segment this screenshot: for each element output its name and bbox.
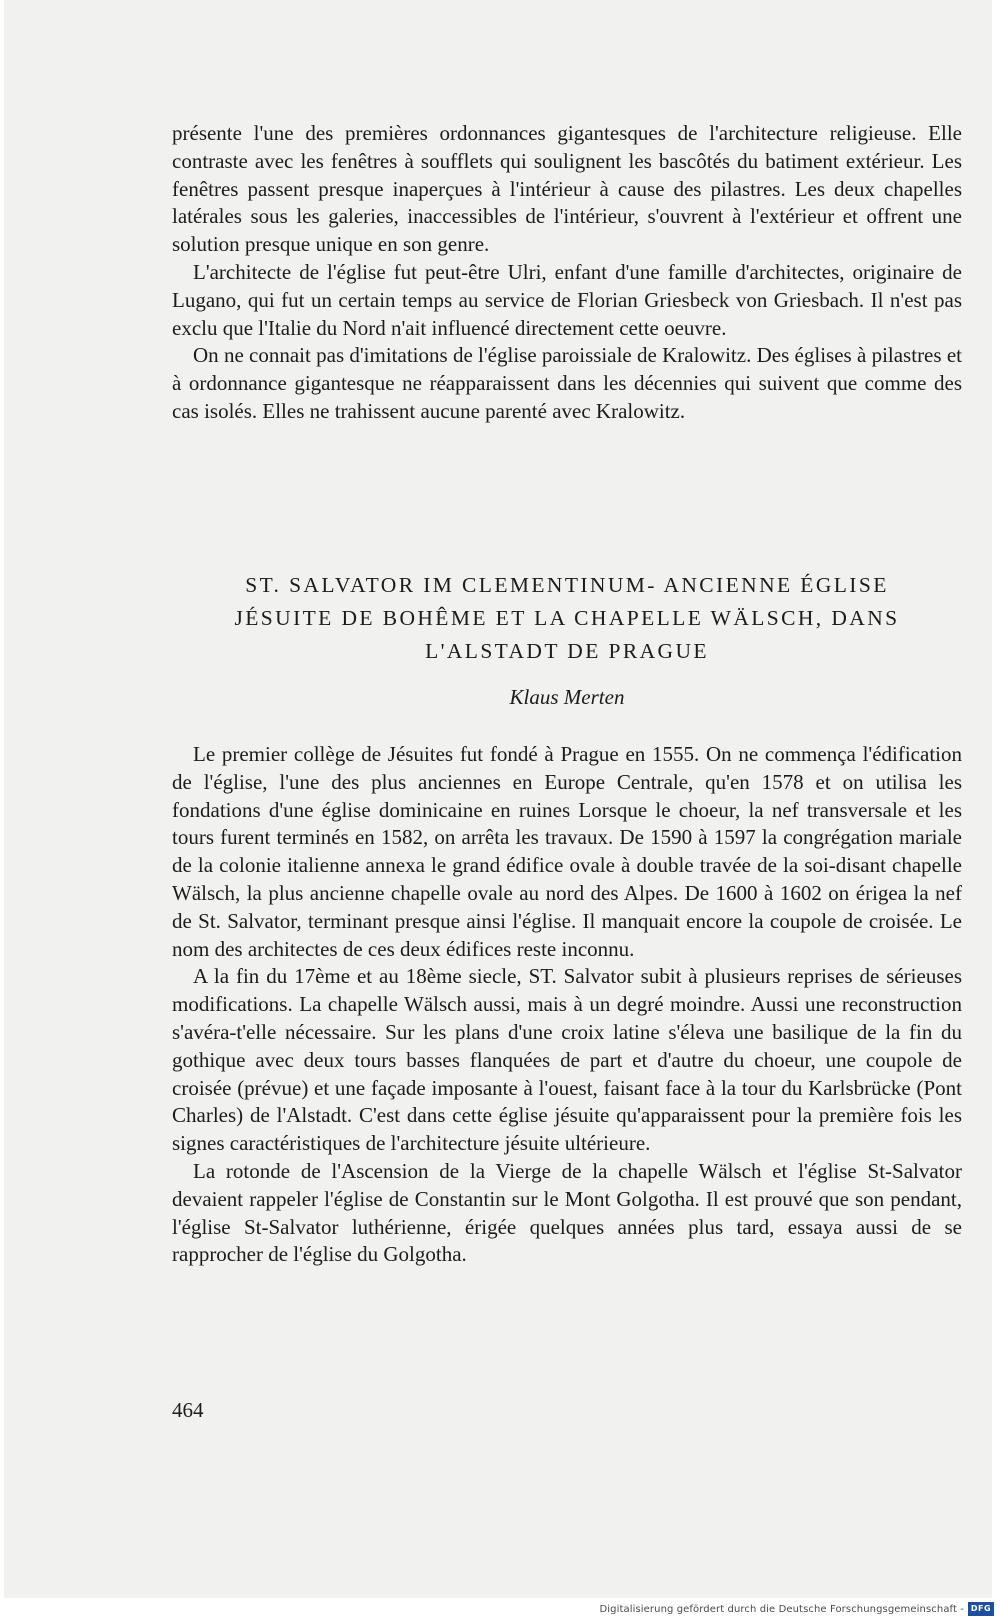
article-body — [172, 741, 962, 1269]
footer-credit-text: Digitalisierung gefördert durch die Deutsche Forschungsgemeinschaft - — [599, 1604, 964, 1615]
paragraph: présente l'une des premières ordonnances gigantesques de l'architecture religieuse. Elle contraste avec les fenêtres à soufflets qui soulignent les bascôtés du batiment extérieur. Les fenêtres passent presque inaperçues à l'intérieur à cause des pilastres. Les deux chapelles latérales sous les galeries, inaccessibles de l'intérieur, s'ouvrent à l'extérieur et offrent une solution presque unique en son genre. — [172, 121, 962, 257]
scanned-page — [4, 0, 992, 1598]
continued-text-block — [172, 120, 962, 426]
paragraph: A la fin du 17ème et au 18ème siecle, ST. Salvator subit à plusieurs reprises de sérieuses modifications. La chapelle Wälsch aussi, mais à un degré moindre. Aussi une reconstruction s'avéra-t'elle nécessaire. Sur les plans d'une croix latine s'éleva une basilique de la fin du gothique avec deux tours basses flanquées de part et d'autre du choeur, une coupole de croisée (prévue) et une façade imposante à l'ouest, faisant face à la tour du Karlsbrücke (Pont Charles) de l'Alstadt. C'est dans cette église jésuite qu'apparaissent pour la première fois les signes caractéristiques de l'architecture jésuite ultérieure. — [172, 964, 962, 1156]
paragraph: La rotonde de l'Ascension de la Vierge de la chapelle Wälsch et l'église St-Salvator devaient rappeler l'église de Constantin sur le Mont Golgotha. Il est prouvé que son pendant, l'église St-Salvator luthérienne, érigée quelques années plus tard, essaya aussi de se rapprocher de l'église du Golgotha. — [172, 1158, 962, 1267]
article-title-line: ST. SALVATOR IM CLEMENTINUM- ANCIENNE ÉGLISE — [245, 573, 889, 597]
paragraph: On ne connait pas d'imitations de l'église paroissiale de Kralowitz. Des églises à pilastres et à ordonnance gigantesque ne réapparaissent dans les décennies qui suivent que comme des cas isolés. Elles ne trahissent aucune parenté avec Kralowitz. — [172, 343, 962, 423]
paragraph: L'architecte de l'église fut peut-être Ulri, enfant d'une famille d'architectes, originaire de Lugano, qui fut un certain temps au service de Florian Griesbeck von Griesbach. Il n'est pas exclu que l'Italie du Nord n'ait influencé directement cette oeuvre. — [172, 259, 962, 340]
article-title — [172, 569, 962, 668]
article-title-line: L'ALSTADT DE PRAGUE — [425, 639, 709, 663]
article-title-line: JÉSUITE DE BOHÊME ET LA CHAPELLE WÄLSCH, DANS — [234, 606, 900, 630]
digitization-footer — [0, 1598, 1000, 1621]
article-author: Klaus Merten — [509, 685, 625, 709]
dfg-logo: DFG — [968, 1602, 994, 1616]
page-number: 464 — [172, 1398, 204, 1422]
paragraph: Le premier collège de Jésuites fut fondé à Prague en 1555. On ne commença l'édification de l'église, l'une des plus anciennes en Europe Centrale, qu'en 1578 et on utilisa les fondations d'une église dominicaine en ruines Lorsque le choeur, la nef transversale et les tours furent terminés en 1582, on arrêta les travaux. De 1590 à 1597 la congrégation mariale de la colonie italienne annexa le grand édifice ovale à double travée de la soi-disant chapelle Wälsch, la plus ancienne chapelle ovale au nord des Alpes. De 1600 à 1602 on érigea la nef de St. Salvator, terminant presque ainsi l'église. Il manquait encore la coupole de croisée. Le nom des architectes de ces deux édifices reste inconnu. — [172, 742, 962, 961]
